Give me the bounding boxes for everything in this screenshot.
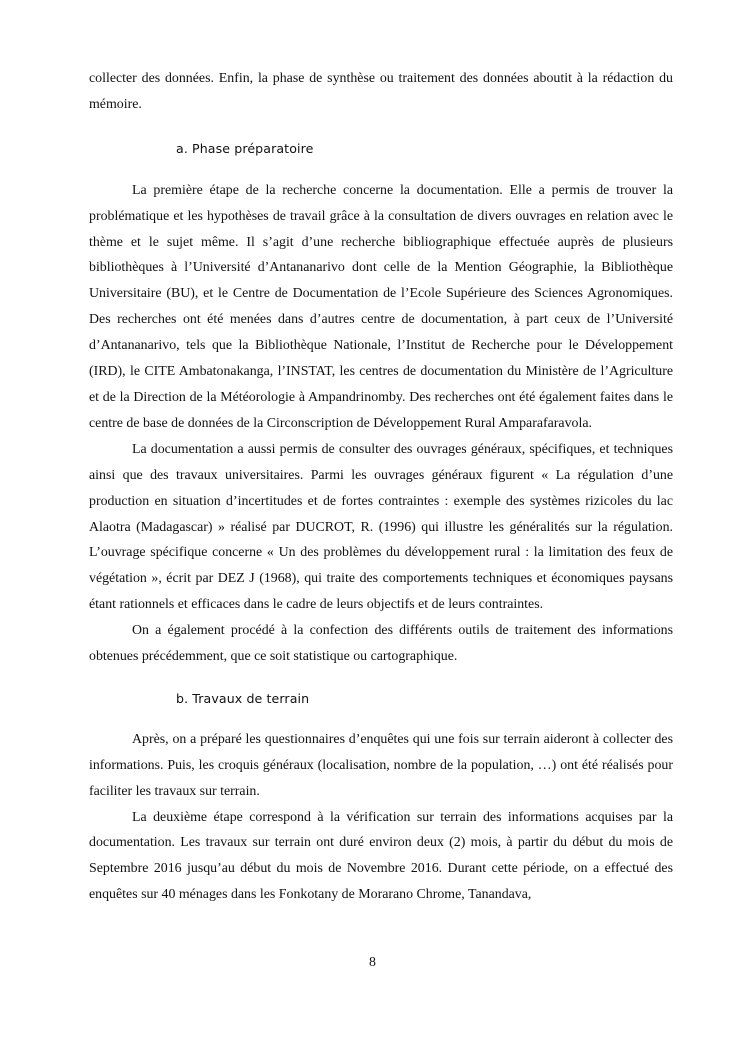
- section-b-heading: b. Travaux de terrain: [176, 690, 310, 706]
- section-a-paragraph-3: On a également procédé à la confection des différents outils de traitement des informations obtenues précédemment, que ce soit statistique ou cartographique.: [89, 623, 673, 665]
- section-b-paragraph-1: Après, on a préparé les questionnaires d’enquêtes qui une fois sur terrain aideront à collecter des informations. Puis, les croquis généraux (localisation, nombre de la population, …) ont été réalisés pour faciliter les travaux sur terrain.: [89, 731, 673, 799]
- section-a-heading: a. Phase préparatoire: [176, 140, 314, 156]
- intro-paragraph: collecter des données. Enfin, la phase de synthèse ou traitement des données aboutit à la rédaction du mémoire.: [89, 71, 673, 112]
- page-number: 8: [369, 955, 376, 970]
- page-body: [89, 66, 673, 908]
- section-a-paragraph-2: La documentation a aussi permis de consulter des ouvrages généraux, spécifiques, et techniques ainsi que des travaux universitaires. Parmi les ouvrages généraux figurent « La régulation d’une production en situation d’incertitudes et de fortes contraintes : exemple des systèmes rizicoles du lac Alaotra (Madagascar) » réalisé par DUCROT, R. (1996) qui illustre les généralités sur la régulation. L’ouvrage spécifique concerne « Un des problèmes du développement rural : la limitation des feux de végétation », écrit par DEZ J (1968), qui traite des comportements techniques et économiques paysans étant rationnels et efficaces dans le cadre de leurs objectifs et de leurs contraintes.: [89, 441, 673, 613]
- section-b-paragraph-2: La deuxième étape correspond à la vérification sur terrain des informations acquises par la documentation. Les travaux sur terrain ont duré environ deux (2) mois, à partir du début du mois de Septembre 2016 jusqu’au début du mois de Novembre 2016. Durant cette période, on a effectué des enquêtes sur 40 ménages dans les Fonkotany de Morarano Chrome, Tanandava,: [89, 809, 673, 903]
- section-a-paragraph-1: La première étape de la recherche concerne la documentation. Elle a permis de trouver la problématique et les hypothèses de travail grâce à la consultation de divers ouvrages en relation avec le thème et le sujet même. Il s’agit d’une recherche bibliographique effectuée auprès de plusieurs bibliothèques à l’Université d’Antananarivo dont celle de la Mention Géographie, la Bibliothèque Universitaire (BU), et le Centre de Documentation de l’Ecole Supérieure des Sciences Agronomiques. Des recherches ont été menées dans d’autres centre de documentation, à part ceux de l’Université d’Antananarivo, tels que la Bibliothèque Nationale, l’Institut de Recherche pour le Développement (IRD), le CITE Ambatonakanga, l’INSTAT, les centres de documentation du Ministère de l’Agriculture et de la Direction de la Météorologie à Ampandrinomby. Des recherches ont été également faites dans le centre de base de données de la Circonscription de Développement Rural Amparafaravola.: [89, 182, 673, 431]
